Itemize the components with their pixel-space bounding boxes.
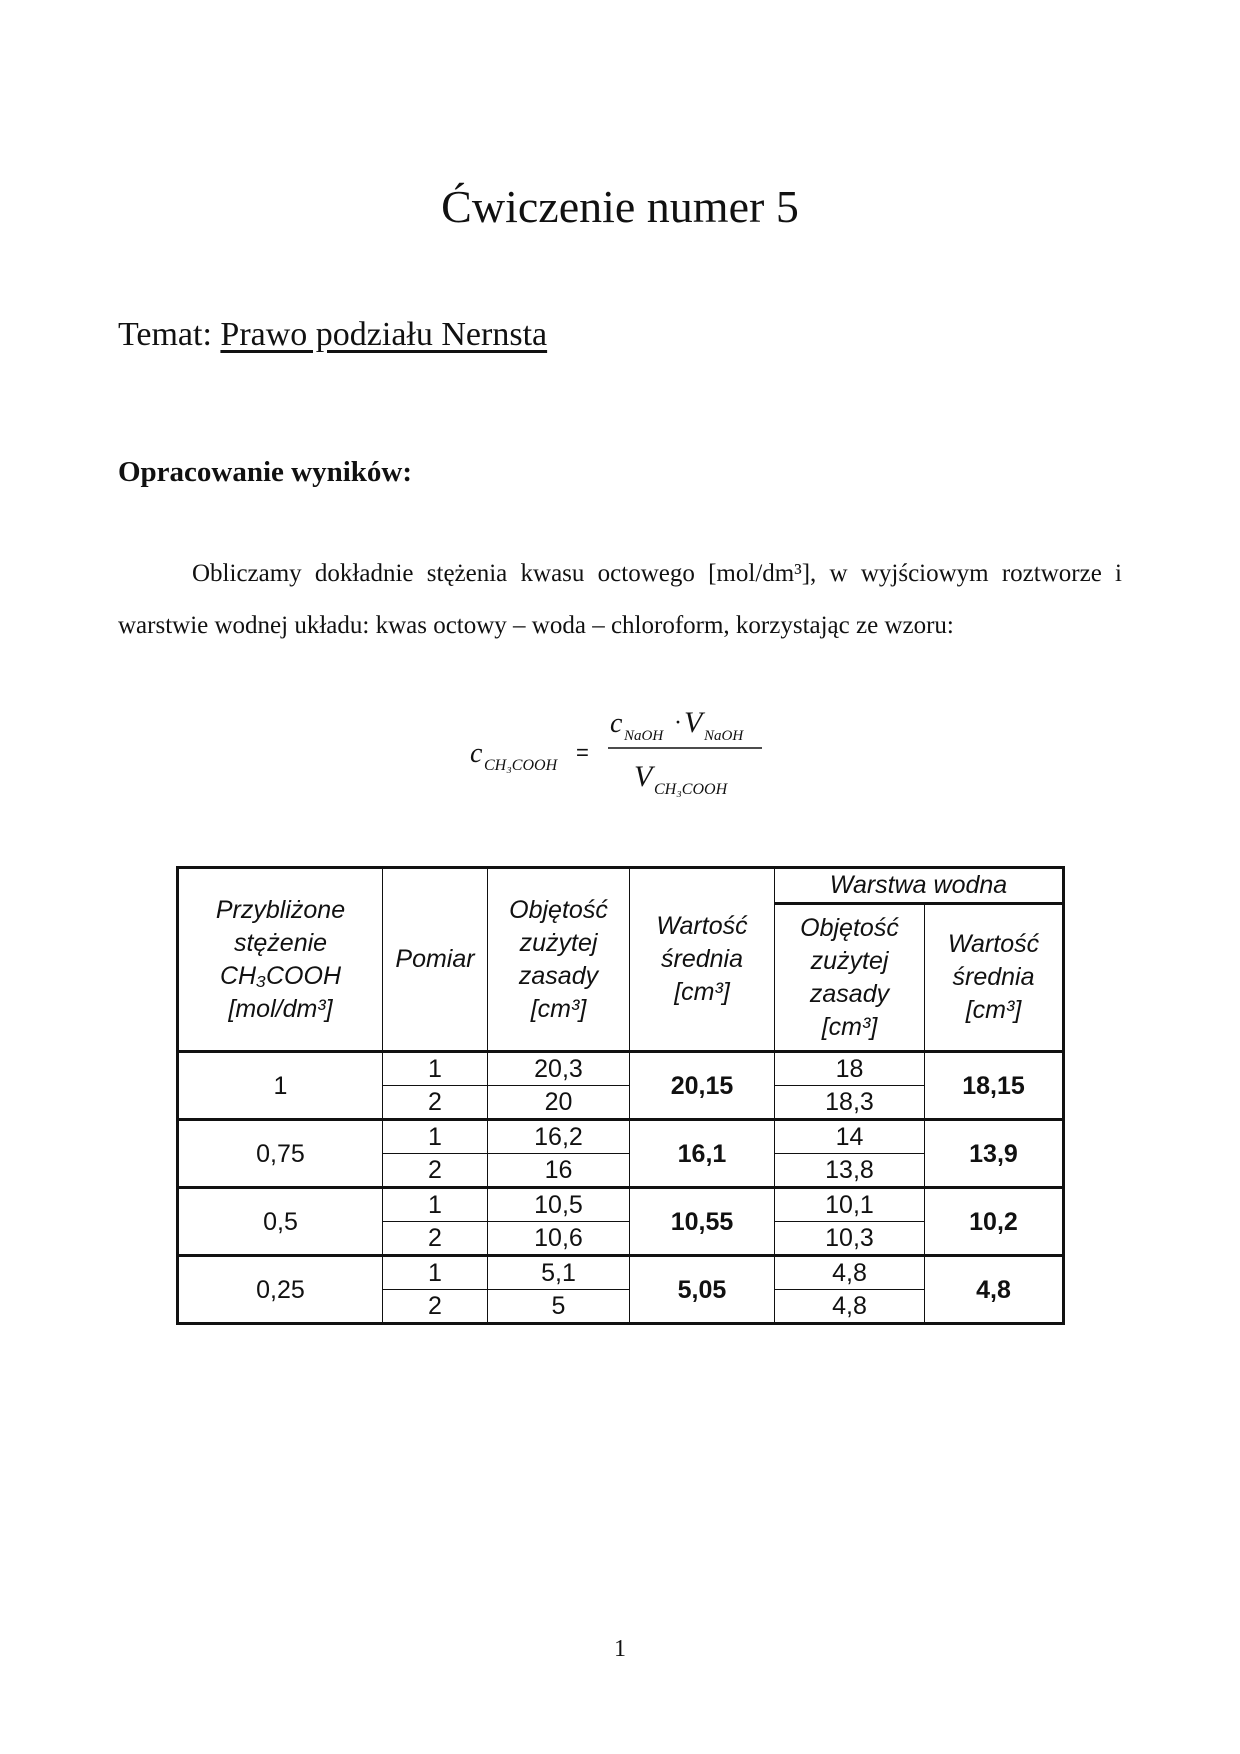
cell-measurement: 1 <box>383 1256 488 1290</box>
concentration-formula <box>470 704 790 804</box>
page-number: 1 <box>614 1636 626 1662</box>
table-row <box>178 1188 1064 1222</box>
header-mean <box>630 868 775 1052</box>
cell-mean: 10,55 <box>630 1188 775 1256</box>
section-heading: Opracowanie wyników: <box>118 456 413 488</box>
cell-conc: 0,25 <box>178 1256 383 1324</box>
topic-label: Temat: <box>118 316 221 353</box>
formula-den-v-sub: CH₃COOH <box>654 781 728 798</box>
table-row <box>178 1256 1064 1290</box>
cell-measurement: 1 <box>383 1120 488 1154</box>
header-mean-line-1: Wartość <box>656 912 748 940</box>
cell-volume: 20,3 <box>488 1052 630 1086</box>
cell-measurement: 2 <box>383 1222 488 1256</box>
header-approx-conc <box>178 868 383 1052</box>
topic-value: Prawo podziału Nernsta <box>220 316 548 353</box>
cell-aq-mean: 18,15 <box>925 1052 1064 1120</box>
header-volume-line-3: zasady <box>518 961 599 990</box>
intro-paragraph <box>118 548 1122 652</box>
cell-aq-volume: 4,8 <box>775 1256 925 1290</box>
cell-conc: 0,75 <box>178 1120 383 1188</box>
cell-measurement: 2 <box>383 1154 488 1188</box>
cell-aq-mean: 4,8 <box>925 1256 1064 1324</box>
table-row <box>178 1052 1064 1086</box>
cell-volume: 16,2 <box>488 1120 630 1154</box>
header-volume-line-1: Objętość <box>509 895 608 924</box>
cell-volume: 5 <box>488 1290 630 1324</box>
cell-measurement: 1 <box>383 1188 488 1222</box>
results-table <box>176 866 1065 1325</box>
header-volume-line-4: [cm³] <box>530 994 587 1023</box>
topic-line <box>118 316 547 354</box>
cell-aq-volume: 10,1 <box>775 1188 925 1222</box>
header-aq-volume-line-4: [cm³] <box>821 1012 878 1041</box>
header-measurement: Pomiar <box>383 868 488 1052</box>
cell-volume: 16 <box>488 1154 630 1188</box>
header-aq-mean-line-3: [cm³] <box>965 996 1022 1024</box>
header-mean-line-2: średnia <box>661 945 743 973</box>
formula-num-v: V <box>684 706 703 739</box>
header-aq-volume-line-2: zużytej <box>810 946 889 975</box>
table-row <box>178 1120 1064 1154</box>
cell-volume: 10,5 <box>488 1188 630 1222</box>
cell-volume: 20 <box>488 1086 630 1120</box>
cell-aq-volume: 18,3 <box>775 1086 925 1120</box>
cell-measurement: 1 <box>383 1052 488 1086</box>
header-volume-line-2: zużytej <box>519 928 598 957</box>
cell-measurement: 2 <box>383 1086 488 1120</box>
header-aq-mean-line-1: Wartość <box>947 930 1040 958</box>
cell-mean: 20,15 <box>630 1052 775 1120</box>
cell-aq-volume: 18 <box>775 1052 925 1086</box>
cell-aq-volume: 13,8 <box>775 1154 925 1188</box>
cell-conc: 1 <box>178 1052 383 1120</box>
cell-aq-volume: 10,3 <box>775 1222 925 1256</box>
formula-den-v: V <box>634 760 653 793</box>
formula-dot: · <box>674 710 682 736</box>
formula-equals: = <box>576 740 589 765</box>
cell-aq-volume: 14 <box>775 1120 925 1154</box>
header-approx-conc-line-4: [mol/dm³] <box>228 994 333 1023</box>
cell-mean: 16,1 <box>630 1120 775 1188</box>
cell-aq-mean: 10,2 <box>925 1188 1064 1256</box>
cell-measurement: 2 <box>383 1290 488 1324</box>
cell-aq-mean: 13,9 <box>925 1120 1064 1188</box>
formula-lhs-sub: CH₃COOH <box>484 757 558 774</box>
formula-num-c: c <box>610 708 623 739</box>
formula-num-v-sub: NaOH <box>704 728 744 744</box>
cell-mean: 5,05 <box>630 1256 775 1324</box>
formula-num-c-sub: NaOH <box>624 728 664 744</box>
intro-paragraph-text: Obliczamy dokładnie stężenia kwasu octowego [mol/dm³], w wyjściowym roztworze i warstwie wodnej układu: kwas octowy – woda – chloroform, korzystając ze wzoru: <box>118 560 1122 639</box>
header-aq-volume <box>775 904 925 1052</box>
header-aqueous-layer: Warstwa wodna <box>775 868 1064 904</box>
header-volume <box>488 868 630 1052</box>
header-aq-mean <box>925 904 1064 1052</box>
header-aq-mean-line-2: średnia <box>952 963 1035 991</box>
page-title: Ćwiczenie numer 5 <box>441 181 799 232</box>
cell-volume: 5,1 <box>488 1256 630 1290</box>
header-approx-conc-line-3: CH₃COOH <box>219 961 342 990</box>
header-aq-volume-line-1: Objętość <box>800 913 899 942</box>
header-approx-conc-line-2: stężenie <box>233 928 328 957</box>
header-aq-volume-line-3: zasady <box>809 979 890 1008</box>
header-approx-conc-line-1: Przybliżone <box>215 895 346 924</box>
cell-volume: 10,6 <box>488 1222 630 1256</box>
formula-lhs-symbol: c <box>470 738 483 769</box>
header-mean-line-3: [cm³] <box>674 978 730 1006</box>
cell-conc: 0,5 <box>178 1188 383 1256</box>
cell-aq-volume: 4,8 <box>775 1290 925 1324</box>
